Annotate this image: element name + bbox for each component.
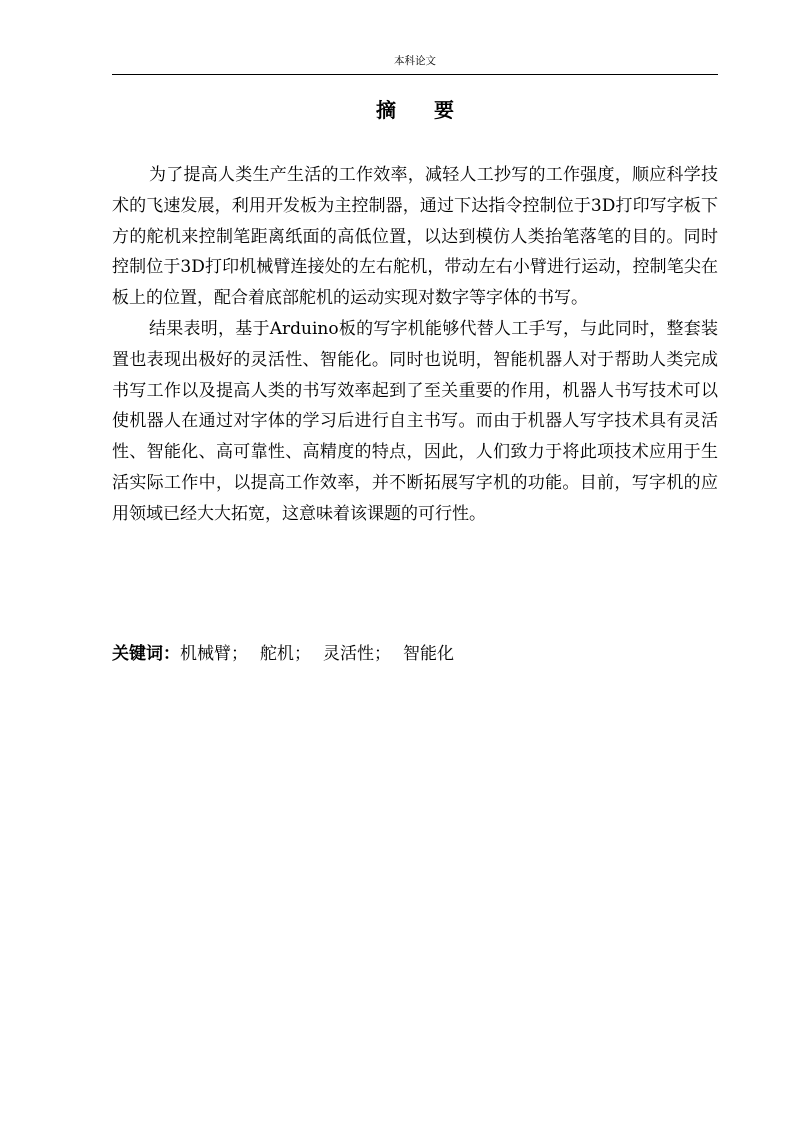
title-char-2: 要 <box>434 98 454 122</box>
keywords-line <box>112 641 718 667</box>
keywords-label: 关键词： <box>112 644 180 664</box>
abstract-title <box>112 96 718 124</box>
abstract-body <box>112 160 718 530</box>
abstract-paragraph-2: 结果表明，基于Arduino板的写字机能够代替人工手写，与此同时，整套装置也表现出极好的灵活性、智能化。同时也说明，智能机器人对于帮助人类完成书写工作以及提高人类的书写效率起到了至关重要的作用，机器人书写技术可以使机器人在通过对字体的学习后进行自主书写。而由于机器人写字技术具有灵活性、智能化、高可靠性、高精度的特点，因此，人们致力于将此项技术应用于生活实际工作中，以提高工作效率，并不断拓展写字机的功能。目前，写字机的应用领域已经大大拓宽，这意味着该课题的可行性。 <box>112 318 718 524</box>
header-text: 本科论文 <box>394 55 436 67</box>
keyword-item: 舵机； <box>260 644 311 664</box>
page-header <box>112 54 718 75</box>
keyword-item: 灵活性； <box>323 644 391 664</box>
keyword-item: 机械臂； <box>180 644 248 664</box>
abstract-paragraph-1: 为了提高人类生产生活的工作效率，减轻人工抄写的工作强度，顺应科学技术的飞速发展，利用开发板为主控制器，通过下达指令控制位于3D打印写字板下方的舵机来控制笔距离纸面的高低位置，以达到模仿人类抬笔落笔的目的。同时控制位于3D打印机械臂连接处的左右舵机，带动左右小臂进行运动，控制笔尖在板上的位置，配合着底部舵机的运动实现对数字等字体的书写。 <box>112 165 718 309</box>
title-char-1: 摘 <box>376 98 396 122</box>
keyword-item: 智能化 <box>403 644 454 664</box>
